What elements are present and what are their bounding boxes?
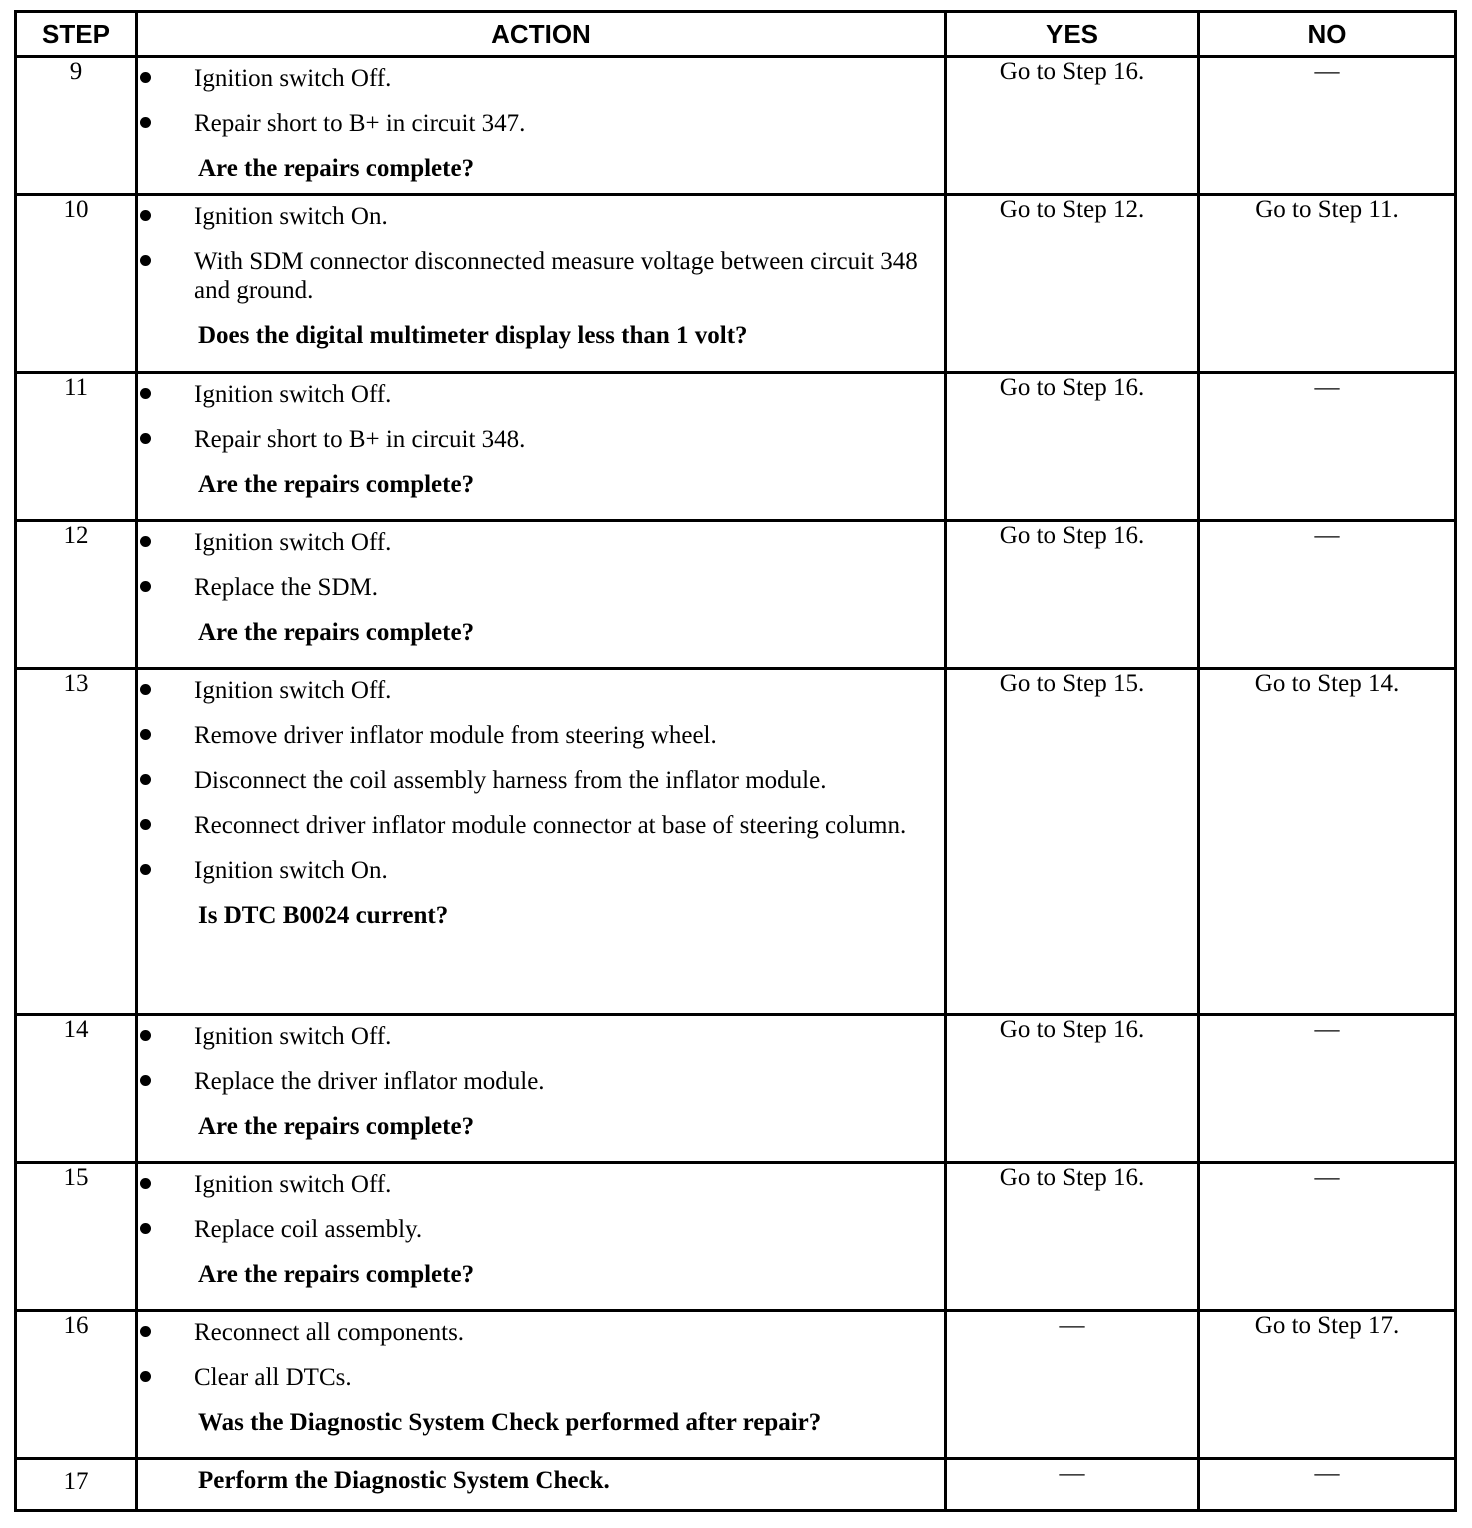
yes-result: — [946, 1459, 1199, 1511]
action-bullet [138, 1170, 944, 1199]
bullet-text: Remove driver inflator module from steering wheel. [194, 722, 717, 749]
no-result: — [1199, 57, 1456, 195]
action-cell [137, 1311, 946, 1459]
bullet-text: Replace coil assembly. [194, 1216, 423, 1243]
header-step: STEP [16, 12, 137, 57]
table-body [16, 57, 1456, 1511]
bullet-icon [138, 64, 194, 93]
step-number: 13 [16, 669, 137, 1015]
bullet-icon [138, 1022, 194, 1051]
bullet-icon [138, 247, 194, 276]
bullet-text: Ignition switch Off. [194, 1171, 392, 1198]
action-cell [137, 373, 946, 521]
bullet-icon [138, 573, 194, 602]
action-cell [137, 521, 946, 669]
action-bullet [138, 109, 944, 138]
header-row [16, 12, 1456, 57]
bullet-text: Ignition switch Off. [194, 65, 392, 92]
no-result: — [1199, 1163, 1456, 1311]
table-row [16, 195, 1456, 373]
no-result: — [1199, 521, 1456, 669]
table-row [16, 521, 1456, 669]
action-bullet [138, 573, 944, 602]
bullet-icon [138, 109, 194, 138]
action-question: Was the Diagnostic System Check performed after repair? [198, 1409, 822, 1436]
no-result: Go to Step 17. [1199, 1311, 1456, 1459]
bullet-text: Ignition switch Off. [194, 1023, 392, 1050]
bullet-text: Replace the SDM. [194, 574, 378, 601]
action-bullet [138, 528, 944, 557]
bullet-icon [138, 721, 194, 750]
header-yes: YES [946, 12, 1199, 57]
yes-result: Go to Step 12. [946, 195, 1199, 373]
bullet-icon [138, 1318, 194, 1347]
step-number: 16 [16, 1311, 137, 1459]
action-bullet [138, 676, 944, 705]
bullet-icon [138, 676, 194, 705]
step-number: 12 [16, 521, 137, 669]
bullet-icon [138, 766, 194, 795]
step-number: 14 [16, 1015, 137, 1163]
step-number: 10 [16, 195, 137, 373]
action-question: Is DTC B0024 current? [198, 902, 449, 929]
table-row [16, 1311, 1456, 1459]
action-question: Are the repairs complete? [198, 471, 475, 498]
step-number: 15 [16, 1163, 137, 1311]
bullet-icon [138, 1067, 194, 1096]
action-bullet [138, 1318, 944, 1347]
action-bullet [138, 425, 944, 454]
yes-result: Go to Step 16. [946, 521, 1199, 669]
bullet-icon [138, 425, 194, 454]
bullet-text: Ignition switch On. [194, 857, 388, 884]
action-question: Are the repairs complete? [198, 155, 475, 182]
bullet-text: Ignition switch Off. [194, 677, 392, 704]
action-cell [137, 195, 946, 373]
yes-result: Go to Step 15. [946, 669, 1199, 1015]
step-number: 11 [16, 373, 137, 521]
yes-result: Go to Step 16. [946, 57, 1199, 195]
action-bullet [138, 202, 944, 231]
bullet-text: Reconnect driver inflator module connector at base of steering column. [194, 812, 907, 839]
step-number: 9 [16, 57, 137, 195]
no-result: — [1199, 1015, 1456, 1163]
table-row [16, 1163, 1456, 1311]
bullet-icon [138, 1170, 194, 1199]
action-bullet [138, 1215, 944, 1244]
action-bullet [138, 1067, 944, 1096]
bullet-icon [138, 1363, 194, 1392]
action-bullet [138, 811, 944, 840]
no-result: Go to Step 11. [1199, 195, 1456, 373]
action-cell [137, 1459, 946, 1511]
action-cell [137, 1015, 946, 1163]
header-action: ACTION [137, 12, 946, 57]
bullet-text: With SDM connector disconnected measure voltage between circuit 348 and ground. [194, 248, 918, 304]
bullet-icon [138, 202, 194, 231]
table-row [16, 1015, 1456, 1163]
bullet-text: Replace the driver inflator module. [194, 1068, 545, 1095]
action-cell [137, 1163, 946, 1311]
bullet-icon [138, 380, 194, 409]
bullet-text: Disconnect the coil assembly harness from the inflator module. [194, 767, 827, 794]
table-row [16, 57, 1456, 195]
no-result: — [1199, 1459, 1456, 1511]
no-result: Go to Step 14. [1199, 669, 1456, 1015]
step-number: 17 [16, 1459, 137, 1511]
action-bullet [138, 380, 944, 409]
action-bullet [138, 1363, 944, 1392]
table-row [16, 373, 1456, 521]
bullet-icon [138, 811, 194, 840]
header-no: NO [1199, 12, 1456, 57]
bullet-text: Ignition switch Off. [194, 381, 392, 408]
yes-result: Go to Step 16. [946, 373, 1199, 521]
action-cell [137, 669, 946, 1015]
action-bullet [138, 247, 944, 305]
bullet-text: Reconnect all components. [194, 1319, 465, 1346]
bullet-text: Repair short to B+ in circuit 347. [194, 110, 526, 137]
action-question: Perform the Diagnostic System Check. [198, 1467, 610, 1494]
bullet-text: Ignition switch On. [194, 203, 388, 230]
bullet-text: Ignition switch Off. [194, 529, 392, 556]
action-bullet [138, 64, 944, 93]
table-row [16, 1459, 1456, 1511]
action-bullet [138, 721, 944, 750]
action-question: Are the repairs complete? [198, 619, 475, 646]
bullet-text: Clear all DTCs. [194, 1364, 352, 1391]
bullet-icon [138, 528, 194, 557]
action-question: Does the digital multimeter display less than 1 volt? [198, 322, 748, 349]
yes-result: Go to Step 16. [946, 1015, 1199, 1163]
action-question: Are the repairs complete? [198, 1113, 475, 1140]
action-bullet [138, 766, 944, 795]
table-row [16, 669, 1456, 1015]
bullet-icon [138, 856, 194, 885]
diagnostic-table [14, 10, 1457, 1512]
bullet-text: Repair short to B+ in circuit 348. [194, 426, 526, 453]
action-question: Are the repairs complete? [198, 1261, 475, 1288]
yes-result: — [946, 1311, 1199, 1459]
action-bullet [138, 1022, 944, 1051]
action-bullet [138, 856, 944, 885]
action-cell [137, 57, 946, 195]
yes-result: Go to Step 16. [946, 1163, 1199, 1311]
no-result: — [1199, 373, 1456, 521]
bullet-icon [138, 1215, 194, 1244]
